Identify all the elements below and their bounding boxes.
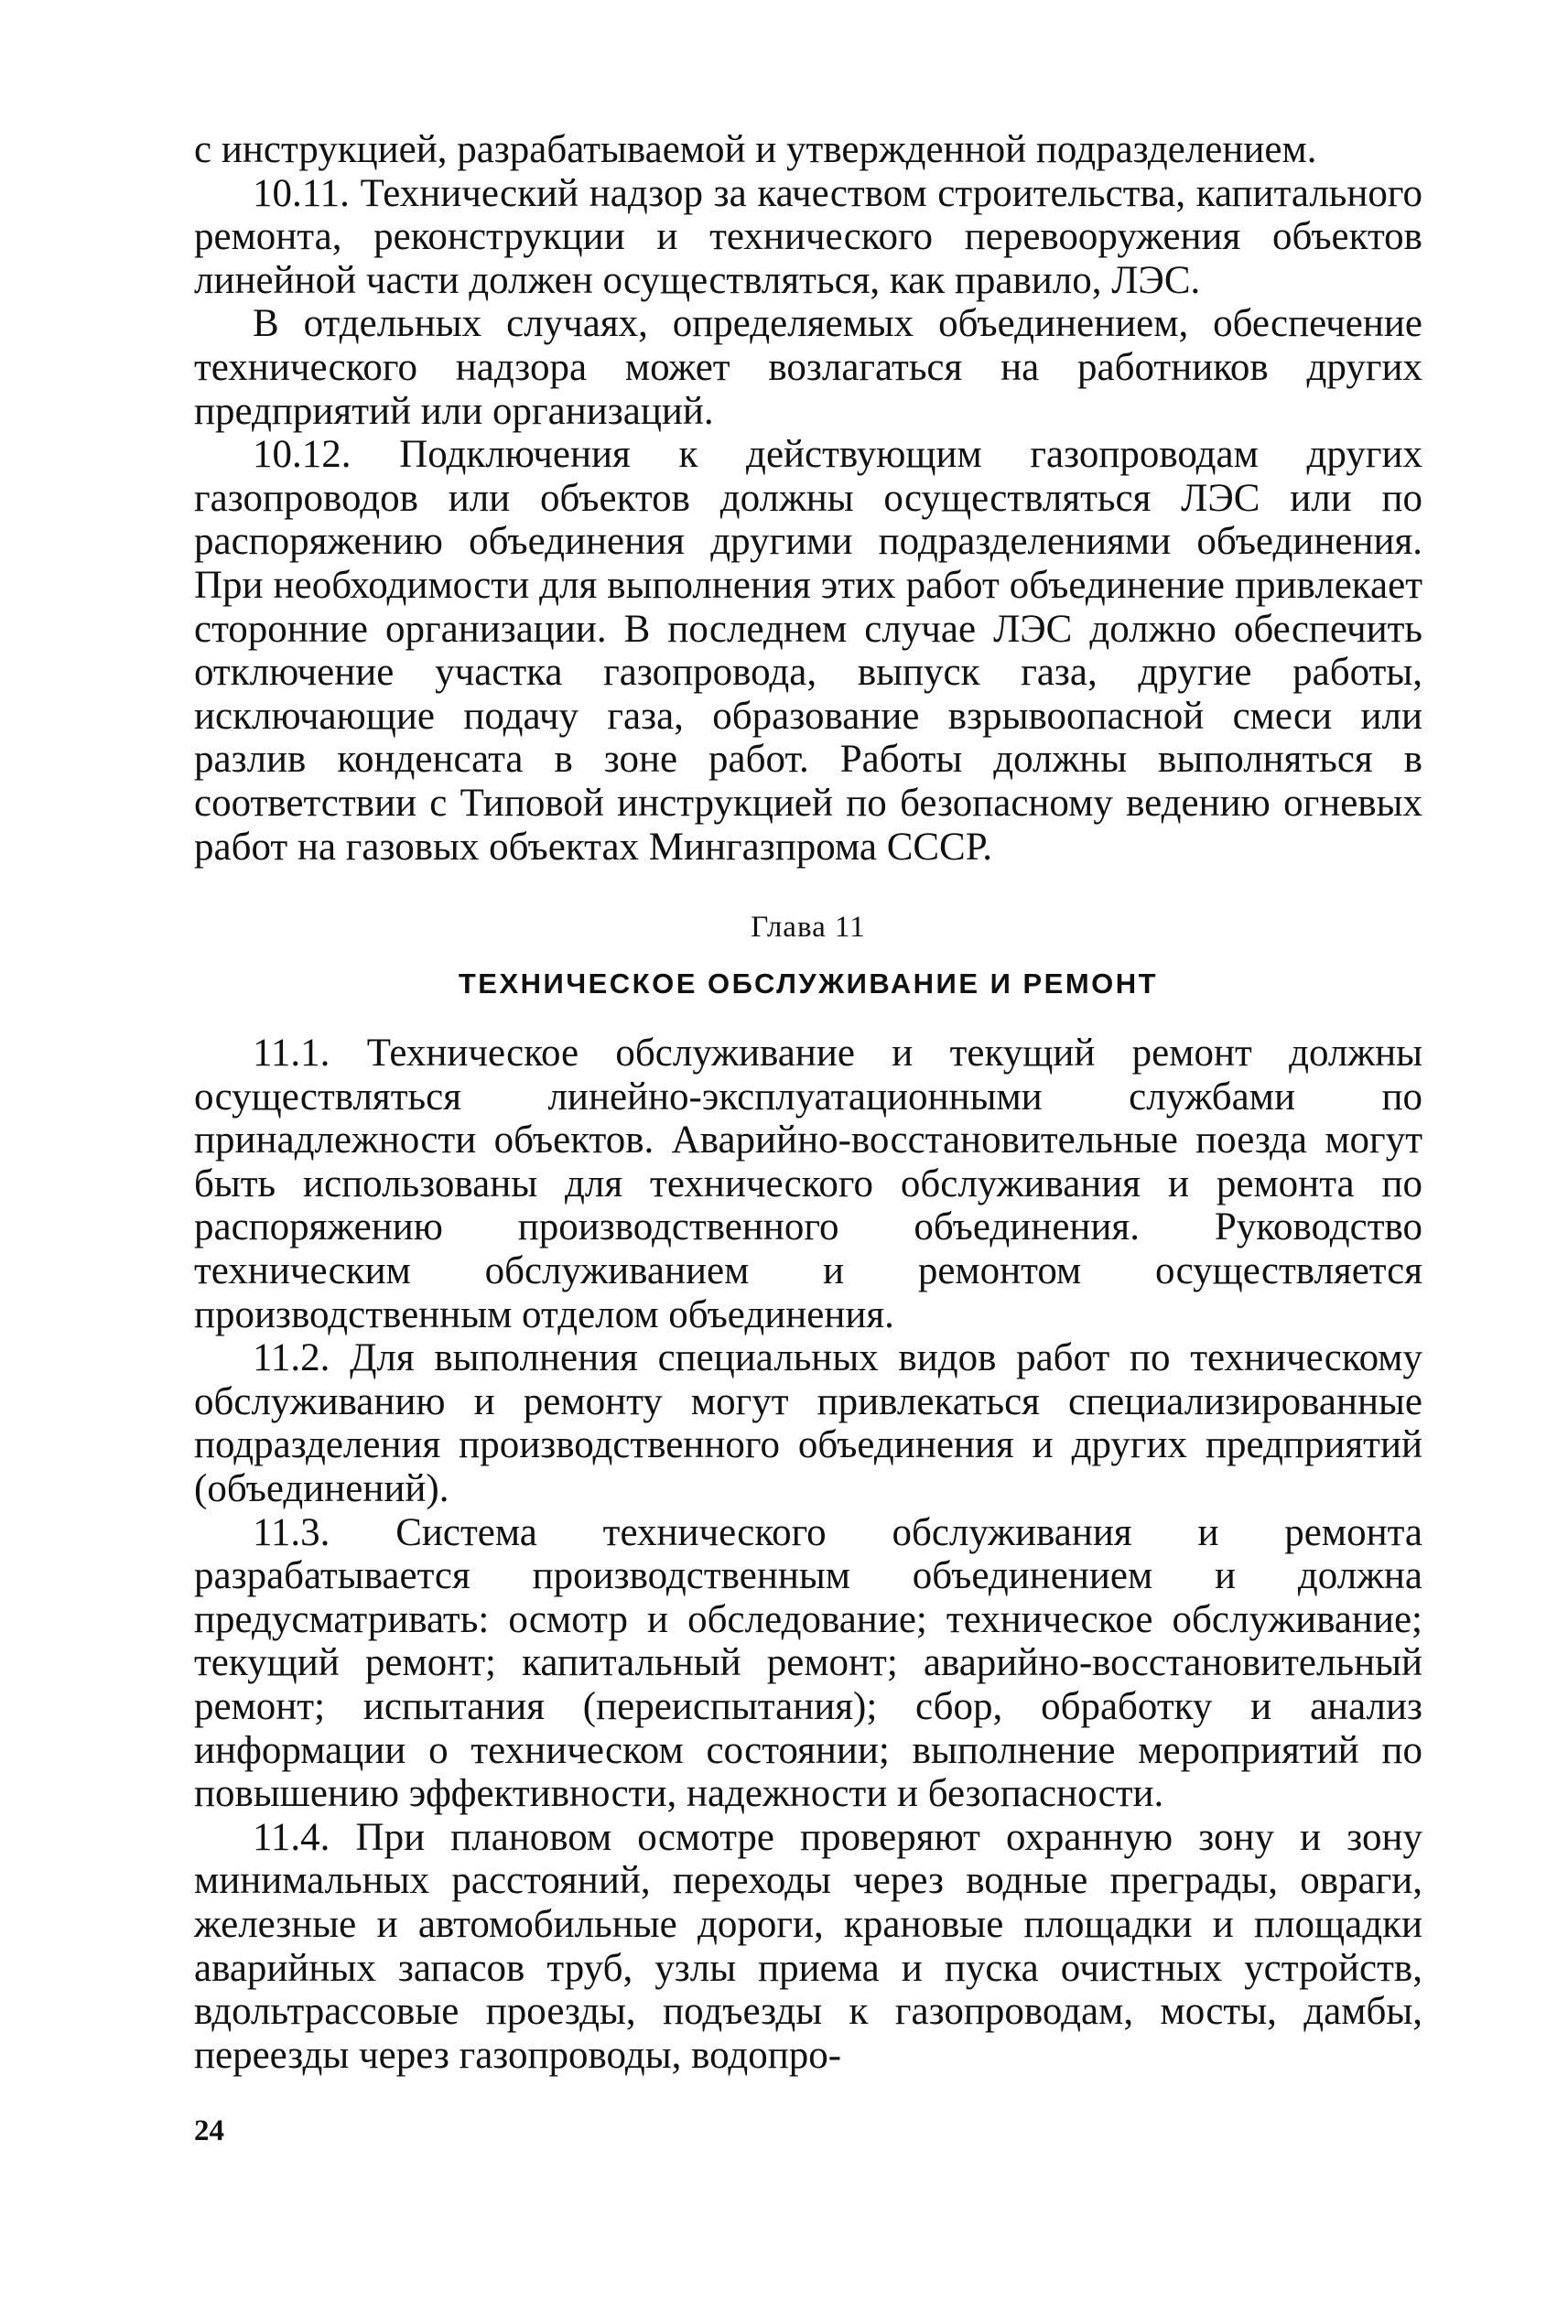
paragraph-11-4: 11.4. При плановом осмотре проверяют охранную зону и зону минимальных расстояний, переходы через водные преграды, овраги, железные и автомобильные дороги, крановые площадки и площадки аварийных запасов труб, узлы приема и пуска очистных устройств, вдольтрассовые проезды, подъезды к газопроводам, мосты, дамбы, переезды через газопроводы, водопро- — [194, 1815, 1422, 2077]
page-number: 24 — [194, 2114, 224, 2147]
paragraph-10-11-note: В отдельных случаях, определяемых объединением, обеспечение технического надзора может возлагаться на работников других предприятий или организаций. — [194, 302, 1422, 433]
chapter-heading — [194, 909, 1422, 1002]
paragraph-11-3: 11.3. Система технического обслуживания и ремонта разрабатывается производственным объединением и должна предусматривать: осмотр и обследование; техническое обслуживание; текущий ремонт; капитальный ремонт; аварийно-восстановительный ремонт; испытания (переиспытания); сбор, обработку и анализ информации о техническом состоянии; выполнение мероприятий по повышению эффективности, надежности и безопасности. — [194, 1510, 1422, 1816]
paragraph-11-1: 11.1. Техническое обслуживание и текущий ремонт должны осуществляться линейно-эксплуатационными службами по принадлежности объектов. Аварийно-восстановительные поезда могут быть использованы для технического обслуживания и ремонта по распоряжению производственного объединения. Руководство техническим обслуживанием и ремонтом осуществляется производственным отделом объединения. — [194, 1032, 1422, 1336]
chapter-title: ТЕХНИЧЕСКОЕ ОБСЛУЖИВАНИЕ И РЕМОНТ — [458, 967, 1159, 1000]
paragraph-continuation: с инструкцией, разрабатываемой и утвержденной подразделением. — [194, 128, 1317, 171]
paragraph-10-11: 10.11. Технический надзор за качеством строительства, капитального ремонта, реконструкции и технического перевооружения объектов линейной части должен осуществляться, как правило, ЛЭС. — [194, 171, 1422, 302]
page-body — [194, 128, 1422, 2077]
paragraph-11-2: 11.2. Для выполнения специальных видов работ по техническому обслуживанию и ремонту могут привлекаться специализированные подразделения производственного объединения и других предприятий (объединений). — [194, 1336, 1422, 1511]
paragraph-10-12: 10.12. Подключения к действующим газопроводам других газопроводов или объектов должны осуществляться ЛЭС или по распоряжению объединения другими подразделениями объединения. При необходимости для выполнения этих работ объединение привлекает сторонние организации. В последнем случае ЛЭС должно обеспечить отключение участка газопровода, выпуск газа, другие работы, исключающие подачу газа, образование взрывоопасной смеси или разлив конденсата в зоне работ. Работы должны выполняться в соответствии с Типовой инструкцией по безопасному ведению огневых работ на газовых объектах Мингазпрома СССР. — [194, 433, 1422, 869]
chapter-label: Глава 11 — [751, 911, 866, 945]
